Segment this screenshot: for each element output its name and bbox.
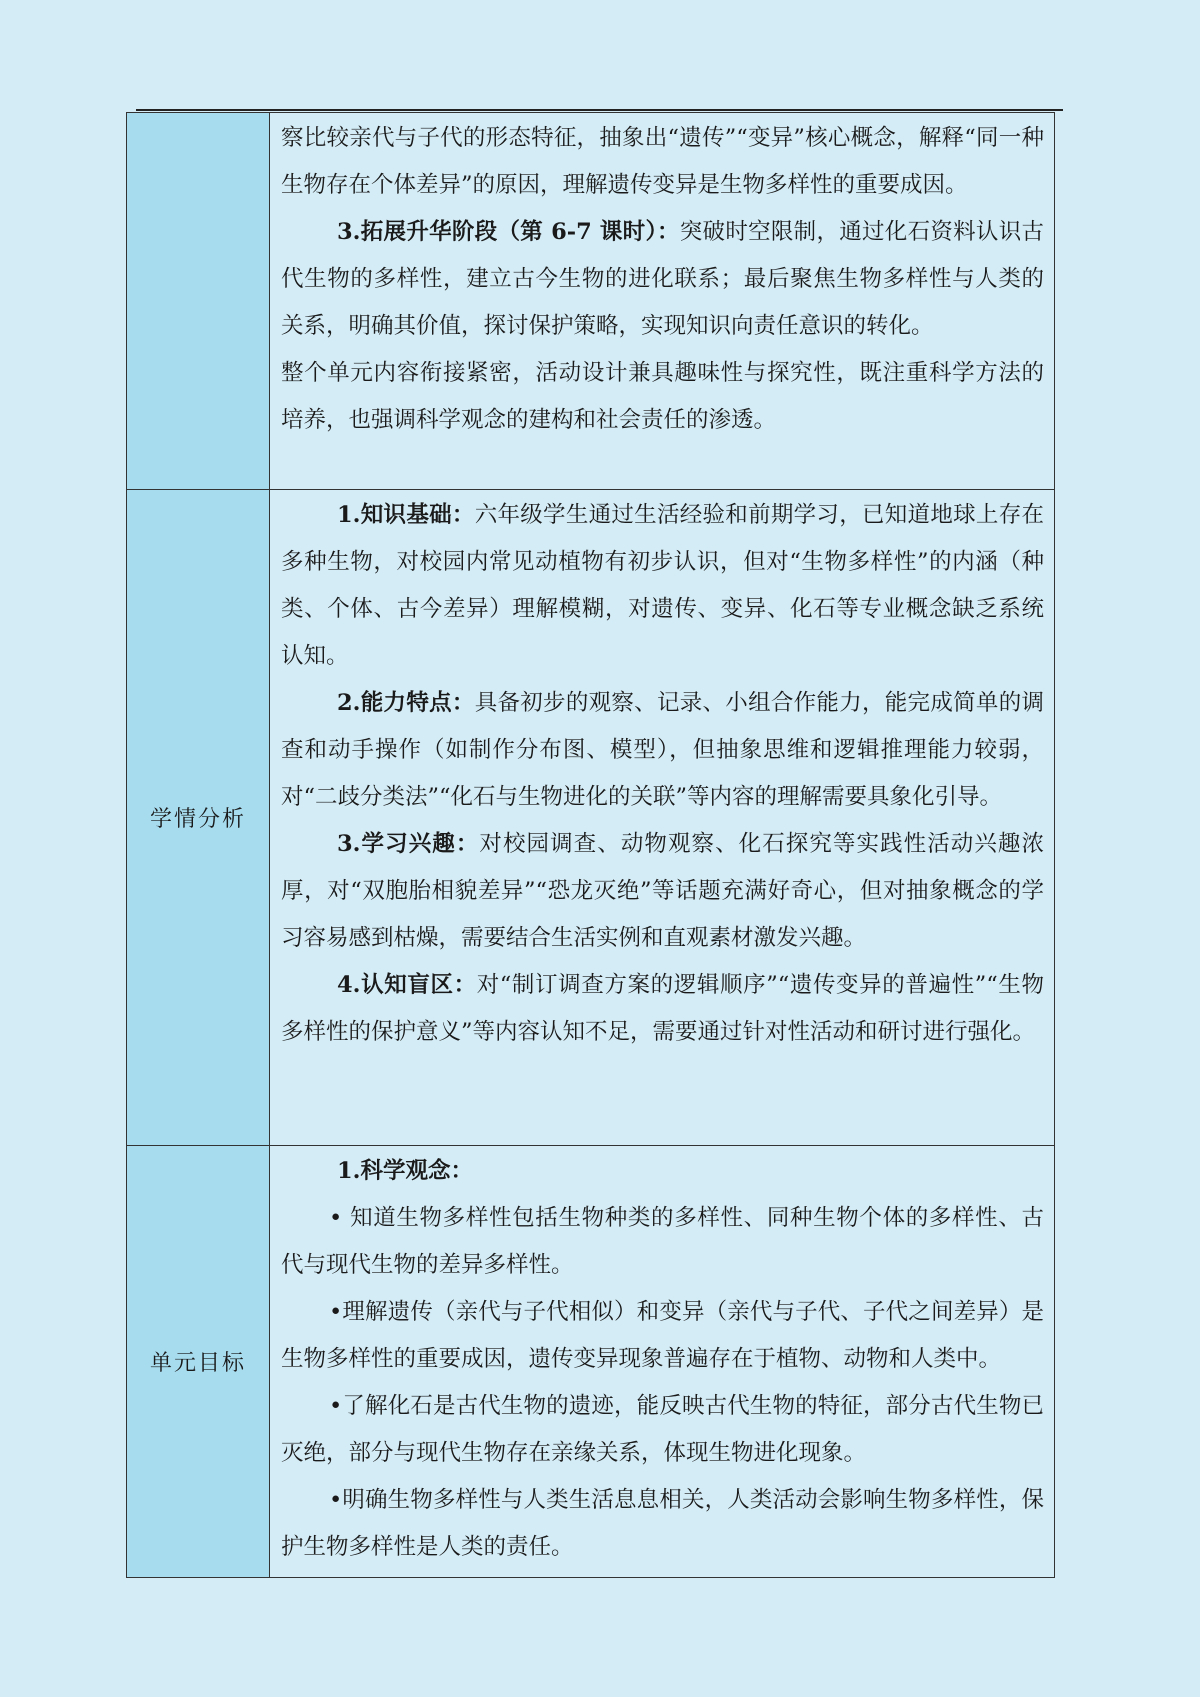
paragraph-heading: 3.拓展升华阶段（第 6-7 课时）： [337, 219, 680, 245]
bullet-item [281, 1289, 1044, 1383]
bullet-item [281, 1383, 1044, 1477]
paragraph-text: •理解遗传（亲代与子代相似）和变异（亲代与子代、子代之间差异）是生物多样性的重要成因，遗传变异现象普遍存在于植物、动物和人类中。 [281, 1299, 1044, 1372]
paragraph-heading: 3.学习兴趣： [337, 831, 480, 857]
bullet-item [281, 1195, 1044, 1289]
paragraph-text: •明确生物多样性与人类生活息息相关，人类活动会影响生物多样性，保护生物多样性是人类的责任。 [281, 1487, 1044, 1560]
paragraph [281, 209, 1044, 350]
paragraph-text: 具备初步的观察、记录、小组合作能力，能完成简单的调查和动手操作（如制作分布图、模型），但抽象思维和逻辑推理能力较弱，对“二歧分类法”“化石与生物进化的关联”等内容的理解需要具象化引导。 [281, 690, 1044, 810]
paragraph [281, 821, 1044, 962]
paragraph [281, 962, 1044, 1056]
paragraph-heading: 1.知识基础： [337, 502, 475, 528]
top-rule [136, 109, 1063, 111]
paragraph [281, 1148, 1044, 1195]
row-content [270, 490, 1055, 1146]
paragraph [281, 680, 1044, 821]
row-content [270, 1146, 1055, 1578]
unit-plan-table [126, 112, 1055, 1578]
table-row [127, 113, 1055, 490]
paragraph-heading: 2.能力特点： [337, 690, 475, 716]
paragraph-text: • 知道生物多样性包括生物种类的多样性、同种生物个体的多样性、古代与现代生物的差异多样性。 [281, 1205, 1044, 1278]
bullet-item [281, 1477, 1044, 1571]
table-row [127, 490, 1055, 1146]
row-label [127, 113, 270, 490]
paragraph [281, 492, 1044, 680]
paragraph-heading: 4.认知盲区： [337, 972, 477, 998]
paragraph-text: 六年级学生通过生活经验和前期学习，已知道地球上存在多种生物，对校园内常见动植物有初步认识，但对“生物多样性”的内涵（种类、个体、古今差异）理解模糊，对遗传、变异、化石等专业概念缺乏系统认知。 [281, 502, 1044, 669]
paragraph-text: 对校园调查、动物观察、化石探究等实践性活动兴趣浓厚，对“双胞胎相貌差异”“恐龙灭绝”等话题充满好奇心，但对抽象概念的学习容易感到枯燥，需要结合生活实例和直观素材激发兴趣。 [281, 831, 1044, 951]
row-content [270, 113, 1055, 490]
paragraph-heading: 1.科学观念： [337, 1158, 473, 1184]
paragraph-text: 突破时空限制，通过化石资料认识古代生物的多样性，建立古今生物的进化联系；最后聚焦生物多样性与人类的关系，明确其价值，探讨保护策略，实现知识向责任意识的转化。 [281, 219, 1044, 339]
row-label: 单元目标 [127, 1146, 270, 1578]
row-label: 学情分析 [127, 490, 270, 1146]
paragraph [281, 350, 1044, 444]
paragraph-text: 对“制订调查方案的逻辑顺序”“遗传变异的普遍性”“生物多样性的保护意义”等内容认知不足，需要通过针对性活动和研讨进行强化。 [281, 972, 1044, 1045]
paragraph-text: 整个单元内容衔接紧密，活动设计兼具趣味性与探究性，既注重科学方法的培养，也强调科学观念的建构和社会责任的渗透。 [281, 360, 1044, 433]
table-row [127, 1146, 1055, 1578]
paragraph [281, 115, 1044, 209]
paragraph-text: •了解化石是古代生物的遗迹，能反映古代生物的特征，部分古代生物已灭绝，部分与现代生物存在亲缘关系，体现生物进化现象。 [281, 1393, 1044, 1466]
paragraph-text: 察比较亲代与子代的形态特征，抽象出“遗传”“变异”核心概念，解释“同一种生物存在个体差异”的原因，理解遗传变异是生物多样性的重要成因。 [281, 125, 1044, 198]
